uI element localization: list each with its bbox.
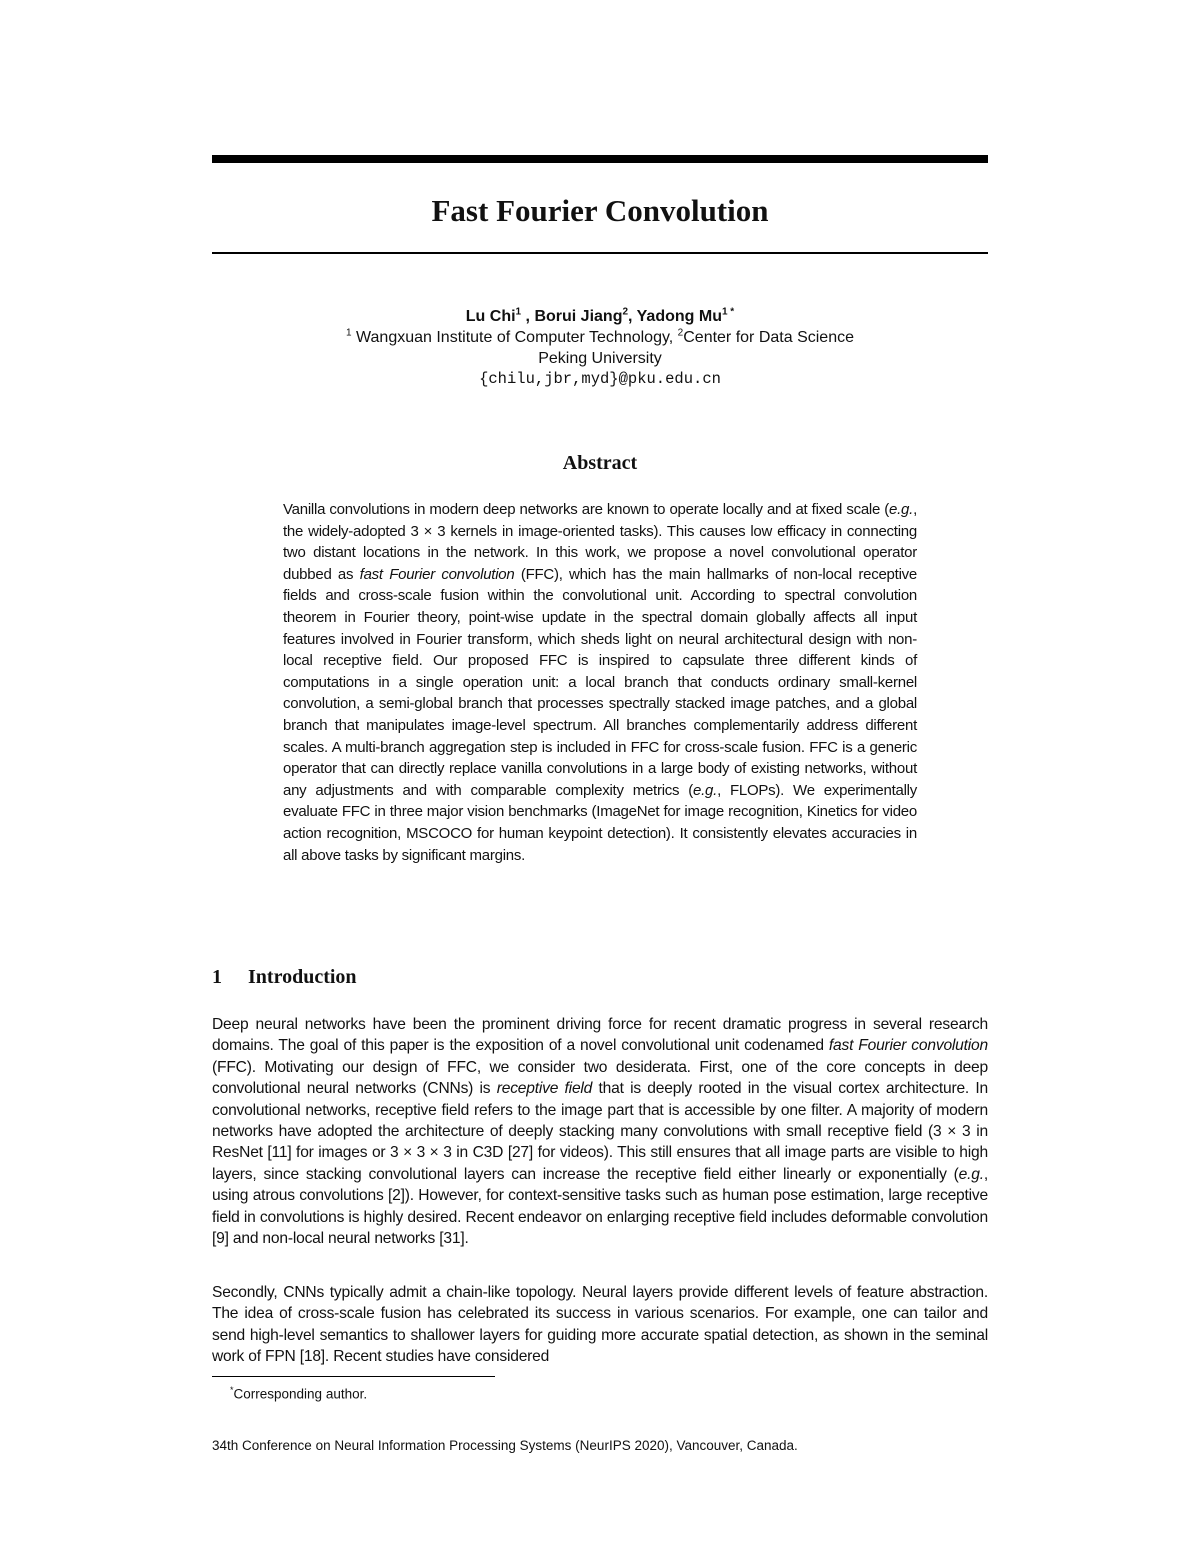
section-number: 1 xyxy=(212,966,222,988)
abstract-emphasis: e.g. xyxy=(889,501,914,518)
author-affil-mark: 2 xyxy=(622,306,629,318)
section-title: Introduction xyxy=(248,966,357,988)
author-separator: , xyxy=(521,308,535,325)
intro-paragraph-1 xyxy=(212,1014,988,1249)
author-email: {chilu,jbr,myd}@pku.edu.cn xyxy=(479,370,721,388)
abstract-segment: , the widely-adopted 3 × 3 kernels in image-oriented tasks). This causes low efficacy in connecting two distant locations in the network. In this work, we propose a novel convolutional operator dubbed as xyxy=(283,501,917,583)
paragraph-segment: , using atrous convolutions [2]). However, for context-sensitive tasks such as human pose estimation, large receptive field in convolutions is highly desired. Recent endeavor on enlarging receptive field includes deformable convolution [9] and non-local neural networks [31]. xyxy=(212,1165,988,1248)
footnote-text: Corresponding author. xyxy=(233,1386,368,1402)
title-top-rule xyxy=(212,155,988,163)
author-names xyxy=(212,306,988,327)
author-name: Borui Jiang xyxy=(534,308,623,325)
paragraph-emphasis: e.g. xyxy=(958,1165,984,1183)
author-affil-mark: 1 * xyxy=(721,306,735,318)
abstract-segment: (FFC), which has the main hallmarks of non-local receptive fields and cross-scale fusion within the convolutional unit. According to spectral convolution theorem in Fourier theory, point-wise update in the spectral domain globally affects all input features involved in Fourier transform, which sheds light on neural architectural design with non-local receptive field. Our proposed FFC is inspired to capsulate three different kinds of computations in a single operation unit: a local branch that conducts ordinary small-kernel convolution, a semi-global branch that processes spectrally stacked image patches, and a global branch that manipulates image-level spectrum. All branches complementarily address different scales. A multi-branch aggregation step is included in FFC for cross-scale fusion. FFC is a generic operator that can directly replace vanilla convolutions in a large body of existing networks, without any adjustments and with comparable complexity metrics ( xyxy=(283,565,917,799)
paragraph-emphasis: fast Fourier convolution xyxy=(828,1037,988,1055)
footnote-rule xyxy=(212,1376,495,1377)
title-bottom-rule xyxy=(212,252,988,254)
abstract-segment: Vanilla convolutions in modern deep networks are known to operate locally and at fixed scale ( xyxy=(283,501,890,518)
abstract-text xyxy=(283,499,917,866)
abstract-segment: , FLOPs). We experimentally evaluate FFC in three major vision benchmarks (ImageNet for image recognition, Kinetics for video action recognition, MSCOCO for human keypoint detection). It consistently elevates accuracies in all above tasks by significant margins. xyxy=(283,781,917,864)
affiliation-line xyxy=(212,327,988,348)
author-separator: , xyxy=(628,308,637,325)
abstract-emphasis: fast Fourier convolution xyxy=(359,565,515,583)
paragraph-segment: that is deeply rooted in the visual cortex architecture. In convolutional networks, receptive field refers to the image part that is accessible by one filter. A majority of modern networks have adopted the architecture of deeply stacking many convolutions with small receptive field (3 × 3 in ResNet [11] for images or 3 × 3 × 3 in C3D [27] for videos). This still ensures that all image parts are visible to high layers, since stacking convolutional layers can increase the receptive field either linearly or exponentially ( xyxy=(212,1080,989,1183)
paper-title: Fast Fourier Convolution xyxy=(431,193,769,228)
affil-mark: 2 xyxy=(677,327,684,339)
author-affil-mark: 1 xyxy=(515,306,522,318)
conference-note: 34th Conference on Neural Information Processing Systems (NeurIPS 2020), Vancouver, Canada. xyxy=(212,1438,798,1453)
footnote-mark: * xyxy=(230,1385,234,1395)
paragraph-segment: (FFC). Motivating our design of FFC, we consider two desiderata. First, one of the core concepts in deep convolutional neural networks (CNNs) is xyxy=(212,1058,988,1098)
paragraph-emphasis: receptive field xyxy=(496,1080,593,1098)
paragraph-segment: Deep neural networks have been the prominent driving force for recent dramatic progress in several research domains. The goal of this paper is the exposition of a novel convolutional unit codenamed xyxy=(212,1016,988,1055)
university: Peking University xyxy=(538,350,662,367)
affil-institute: Center for Data Science xyxy=(683,329,854,346)
author-block xyxy=(212,306,988,390)
author-name: Yadong Mu xyxy=(636,308,722,325)
abstract-heading: Abstract xyxy=(562,452,638,474)
abstract-emphasis: e.g. xyxy=(693,781,718,799)
footnote xyxy=(230,1381,367,1404)
section-heading-introduction xyxy=(212,964,357,990)
intro-paragraph-2: Secondly, CNNs typically admit a chain-like topology. Neural layers provide different levels of feature abstraction. The idea of cross-scale fusion has celebrated its success in various scenarios. For example, one can tailor and send high-level semantics to shallower layers for guiding more accurate spatial detection, as shown in the seminal work of FPN [18]. Recent studies have considered xyxy=(212,1284,988,1366)
affil-mark: 1 xyxy=(346,327,352,339)
affil-institute: Wangxuan Institute of Computer Technology, xyxy=(351,329,678,346)
author-name: Lu Chi xyxy=(465,308,516,325)
